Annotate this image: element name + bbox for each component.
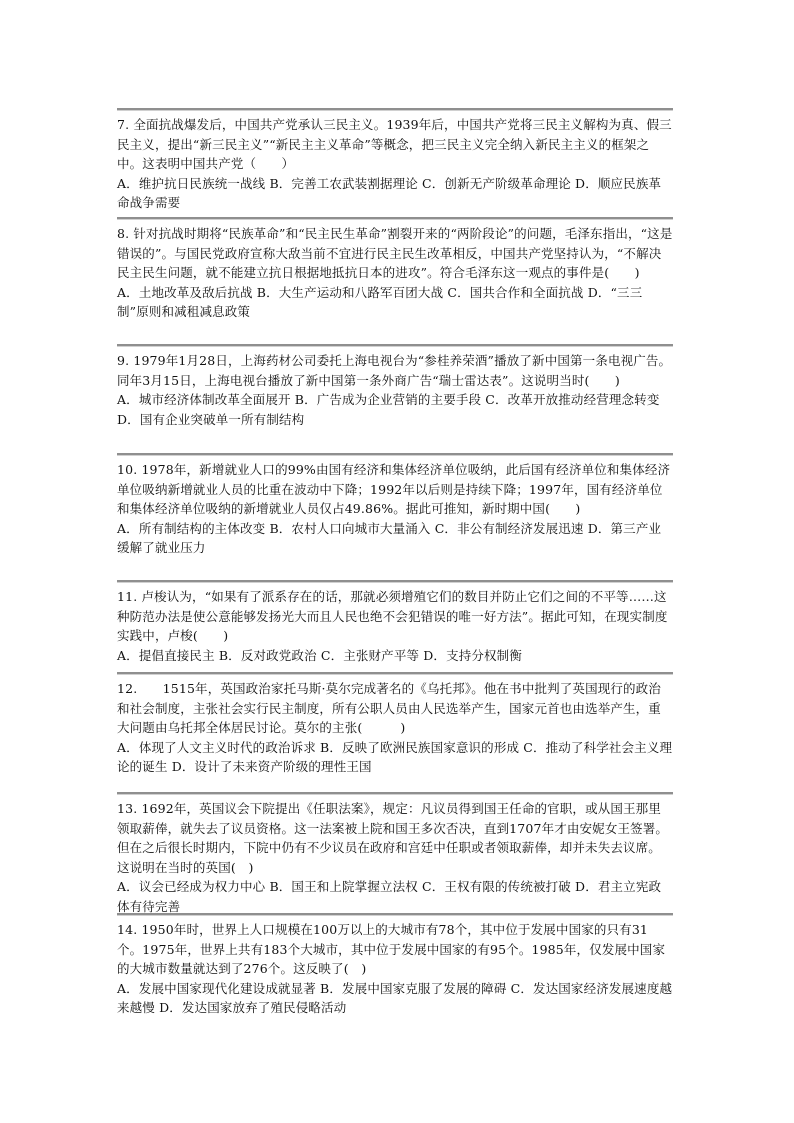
question-10	[117, 453, 673, 558]
divider	[117, 580, 673, 583]
question-stem: 8. 针对抗战时期将“民族革命”和“民主民生革命”割裂开来的“两阶段论”的问题，毛泽东指出，“这是错误的”。与国民党政府宣称大敌当前不宜进行民主民生改革相反，中国共产党坚持认为，“不解决民主民生问题，就不能建立抗日根据地抵抗日本的进攻”。符合毛泽东这一观点的事件是( )	[117, 226, 673, 280]
divider	[117, 672, 673, 675]
question-stem: 14. 1950年时，世界上人口规模在100万以上的大城市有78个，其中位于发展中国家的只有31个。1975年，世界上共有183个大城市，其中位于发展中国家的有95个。1985年，仅发展中国家的大城市数量就达到了276个。这反映了( )	[117, 922, 666, 976]
question-options: A．议会已经成为权力中心 B．国王和上院掌握立法权 C．王权有限的传统被打破 D．君主立宪政体有待完善	[117, 879, 662, 914]
question-stem: 13. 1692年，英国议会下院提出《任职法案》，规定：凡议员得到国王任命的官职，或从国王那里领取薪俸，就失去了议员资格。这一法案被上院和国王多次否决，直到1707年才由安妮女王签署。但在之后很长时期内，下院中仍有不少议员在政府和宫廷中任职或者领取薪俸，却并未失去议席。这说明在当时的英国( )	[117, 801, 669, 875]
question-12	[117, 672, 673, 777]
divider	[117, 344, 673, 347]
question-stem: 7. 全面抗战爆发后，中国共产党承认三民主义。1939年后，中国共产党将三民主义解构为真、假三民主义，提出“新三民主义”“新民主主义革命”等概念，把三民主义完全纳入新民主主义的框架之中。这表明中国共产党（ ）	[117, 117, 672, 171]
question-stem: 12. 1515年，英国政治家托马斯·莫尔完成著名的《乌托邦》。他在书中批判了英国现行的政治和社会制度，主张社会实行民主制度，所有公职人员由人民选举产生，国家元首也由选举产生，重大问题由乌托邦全体居民讨论。莫尔的主张( )	[117, 681, 661, 735]
question-stem: 10. 1978年，新增就业人口的99%由国有经济和集体经济单位吸纳，此后国有经济单位和集体经济单位吸纳新增就业人员的比重在波动中下降；1992年以后则是持续下降；1997年，国有经济单位和集体经济单位吸纳的新增就业人员仅占49.86%。据此可推知，新时期中国( )	[117, 462, 671, 516]
question-options: A．体现了人文主义时代的政治诉求 B．反映了欧洲民族国家意识的形成 C．推动了科学社会主义理论的诞生 D．设计了未来资产阶级的理性王国	[117, 739, 673, 774]
question-options: A．提倡直接民主 B．反对政党政治 C．主张财产平等 D．支持分权制衡	[117, 647, 522, 663]
question-14	[117, 913, 673, 1018]
question-11	[117, 580, 673, 665]
divider	[117, 913, 673, 916]
divider	[117, 792, 673, 795]
question-7	[117, 108, 673, 213]
question-options: A．发展中国家现代化建设成就显著 B．发展中国家克服了发展的障碍 C．发达国家经济发展速度越来越慢 D．发达国家放弃了殖民侵略活动	[117, 980, 673, 1015]
divider	[117, 217, 673, 220]
question-stem: 9. 1979年1月28日，上海药材公司委托上海电视台为“参桂养荣酒”播放了新中国第一条电视广告。同年3月15日，上海电视台播放了新中国第一条外商广告“瑞士雷达表”。这说明当时( )	[117, 353, 672, 388]
question-options: A．所有制结构的主体改变 B．农村人口向城市大量涌入 C．非公有制经济发展迅速 D．第三产业缓解了就业压力	[117, 520, 662, 555]
question-options: A．维护抗日民族统一战线 B．完善工农武装割据理论 C．创新无产阶级革命理论 D．顺应民族革命战争需要	[117, 175, 662, 210]
question-options: A．城市经济体制改革全面展开 B．广告成为企业营销的主要手段 C．改革开放推动经营理念转变 D．国有企业突破单一所有制结构	[117, 392, 660, 427]
question-8	[117, 217, 673, 322]
question-13	[117, 792, 673, 916]
question-options: A．土地改革及敌后抗战 B．大生产运动和八路军百团大战 C．国共合作和全面抗战 D．“三三制”原则和减租减息政策	[117, 284, 643, 319]
question-9	[117, 344, 673, 429]
question-stem: 11. 卢梭认为，“如果有了派系存在的话，那就必须增殖它们的数目并防止它们之间的不平等……这种防范办法是使公意能够发扬光大而且人民也绝不会犯错误的唯一好方法”。据此可知，在现实制度实践中，卢梭( )	[117, 589, 668, 643]
divider	[117, 108, 673, 111]
divider	[117, 453, 673, 456]
